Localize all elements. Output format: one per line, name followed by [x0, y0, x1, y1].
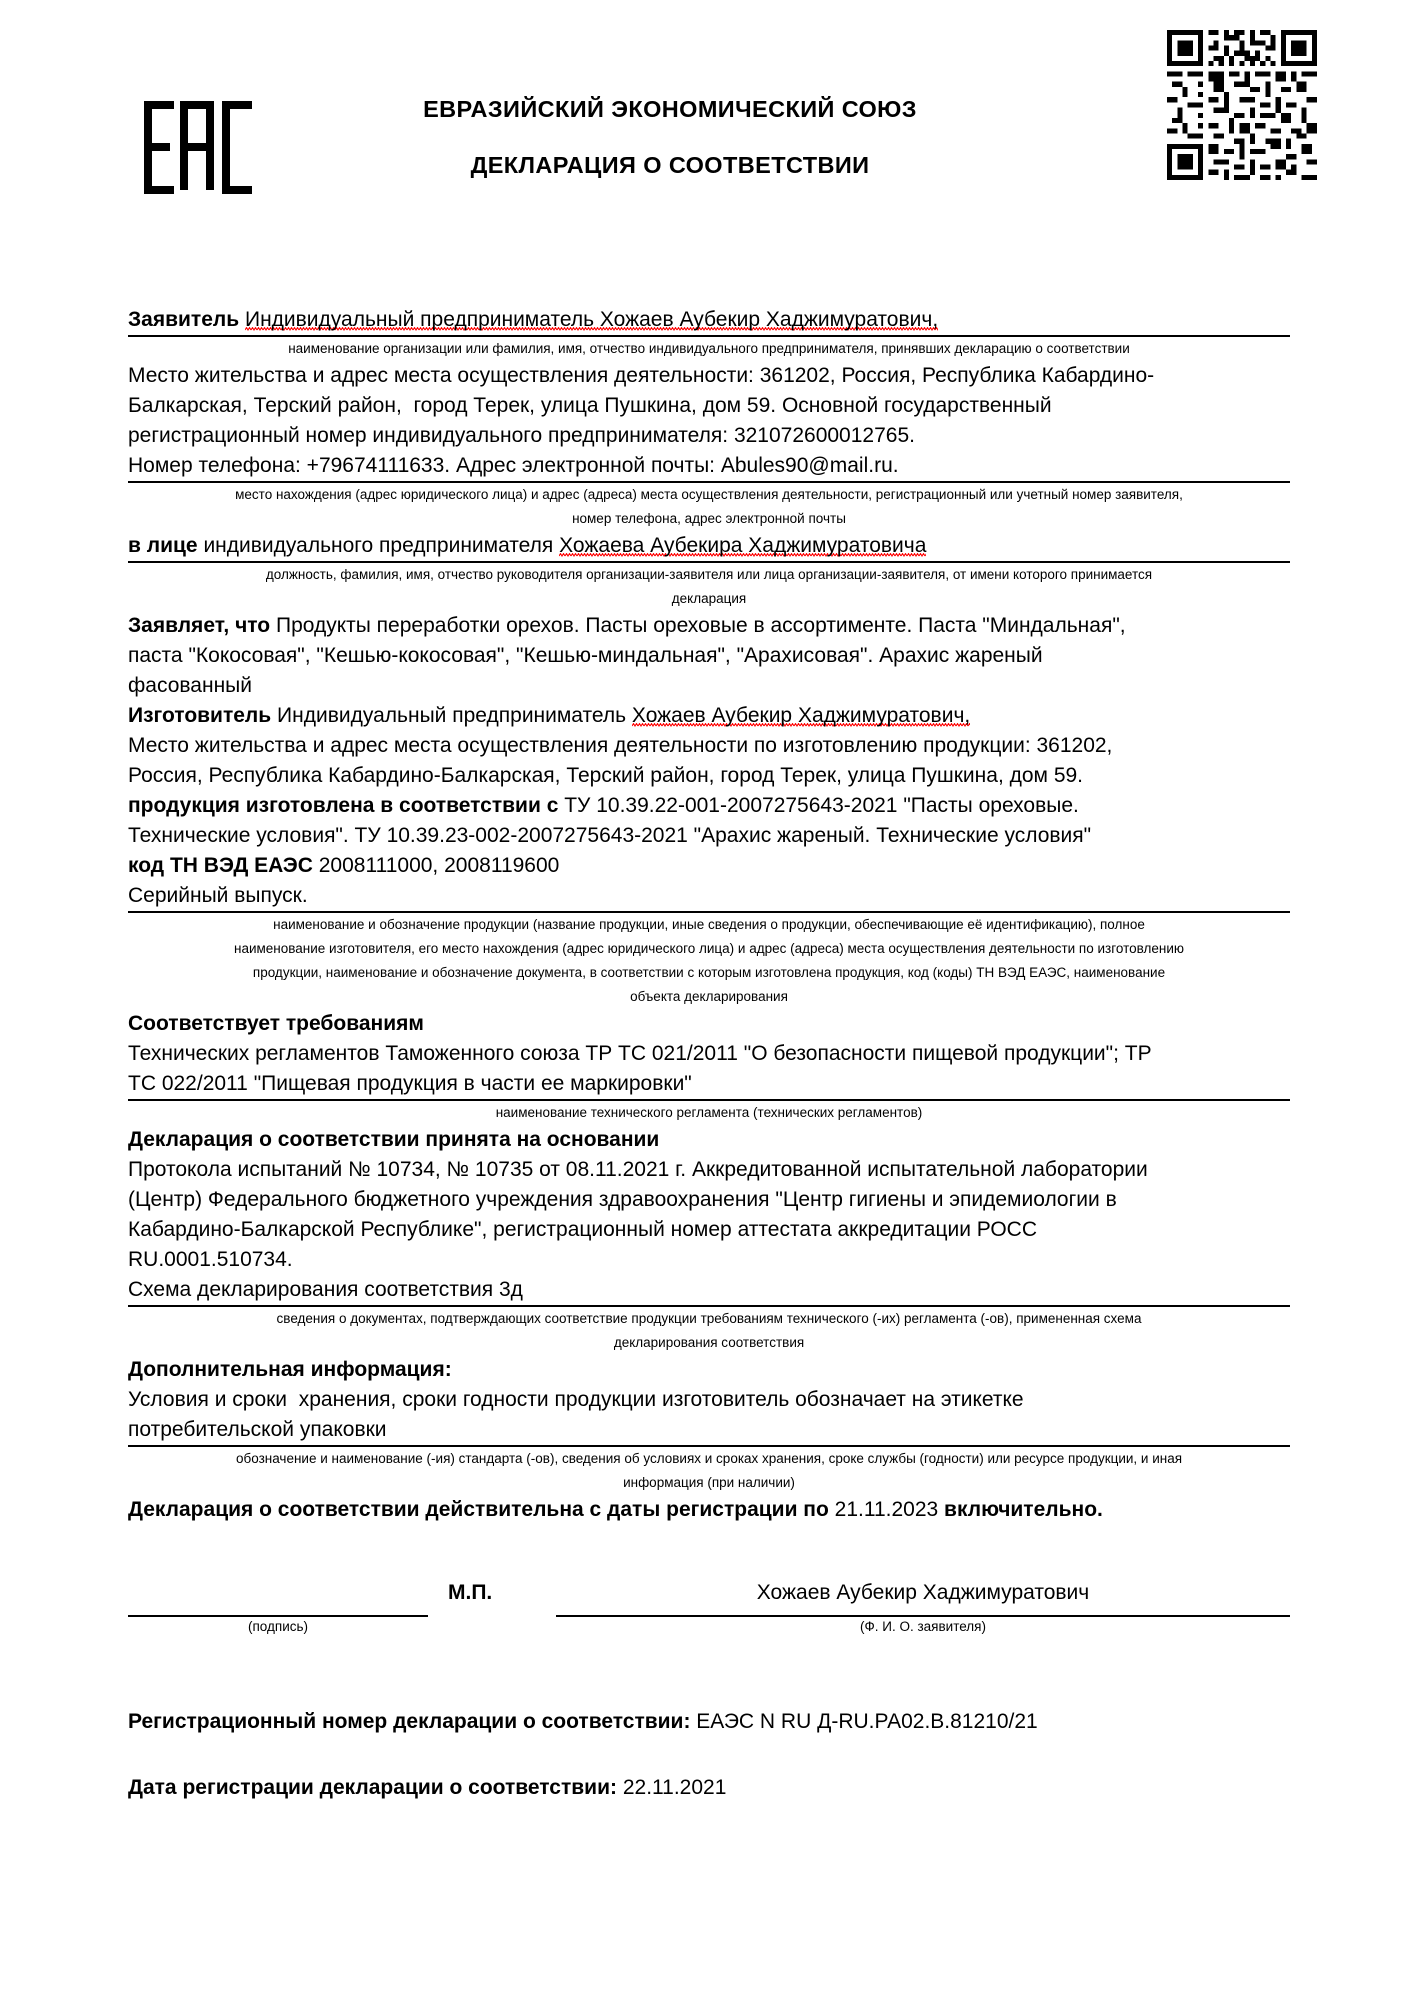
manufacturer-section: [128, 701, 1290, 791]
validity-line: [128, 1495, 1290, 1525]
applicant-address-line-1: Место жительства и адрес места осуществления деятельности: 361202, Россия, Республика Кабардино-: [128, 364, 1155, 387]
produced-per-caption-line-3: продукции, наименование и обозначение документа, в соответствии с которым изготовлена продукция, код (коды) ТН ВЭД ЕАЭС, наименование: [252, 965, 1166, 980]
fullname-caption: (Ф. И. О. заявителя): [860, 1619, 986, 1634]
document-header: [0, 0, 1410, 232]
stamp-place-label: М.П.: [448, 1581, 493, 1604]
basis-scheme: Схема декларирования соответствия 3д: [128, 1278, 523, 1301]
declares-line-3: фасованный: [128, 674, 252, 697]
applicant-section: [128, 305, 1290, 531]
represented-by-section: [128, 531, 1290, 611]
applicant-line: [128, 305, 1290, 335]
produced-per-caption-line-1: наименование и обозначение продукции (название продукции, иные сведения о продукции, обеспечивающие её идентификацию), полное: [273, 917, 1145, 932]
additional-info-line-1: Условия и сроки хранения, сроки годности продукции изготовитель обозначает на этикетке: [128, 1388, 1024, 1411]
additional-info-section: [128, 1355, 1290, 1495]
basis-line-2: (Центр) Федерального бюджетного учреждения здравоохранения "Центр гигиены и эпидемиологии в: [128, 1188, 1117, 1211]
represented-by-caption-line-1: должность, фамилия, имя, отчество руководителя организации-заявителя или лица организации-заявителя, от имени которого принимается: [265, 567, 1153, 582]
declares-value-1: Продукты переработки орехов. Пасты ореховые в ассортименте. Паста "Миндальная",: [275, 614, 1126, 637]
eac-mark-icon: [140, 100, 260, 195]
tnved-label: код ТН ВЭД ЕАЭС: [128, 854, 313, 877]
conformity-section: [128, 1009, 1290, 1125]
basis-caption-line-2: декларирования соответствия: [613, 1335, 805, 1350]
applicant-contacts: Номер телефона: +79674111633. Адрес электронной почты: Abules90@mail.ru.: [128, 454, 899, 477]
validity-label: Декларация о соответствии действительна с даты регистрации по: [128, 1498, 829, 1521]
manufacturer-line: [128, 701, 1290, 731]
header-titles: [300, 95, 1040, 179]
manufacturer-prefix: Индивидуальный предприниматель: [277, 704, 632, 727]
qr-code-icon: [1167, 30, 1317, 180]
basis-line-1: Протокола испытаний № 10734, № 10735 от 08.11.2021 г. Аккредитованной испытательной лаборатории: [128, 1158, 1148, 1181]
fullname-line: [556, 1615, 1290, 1617]
applicant-caption-2-line-1: место нахождения (адрес юридического лица) и адрес (адреса) места осуществления деятельности, регистрационный или учетный номер заявителя,: [235, 487, 1183, 502]
additional-info-caption-line-2: информация (при наличии): [623, 1475, 795, 1490]
produced-per-caption-line-4: объекта декларирования: [630, 989, 788, 1004]
applicant-caption-2-line-2: номер телефона, адрес электронной почты: [572, 511, 846, 526]
validity-suffix: включительно.: [944, 1498, 1103, 1521]
applicant-address-line-3: регистрационный номер индивидуального предпринимателя: 321072600012765.: [128, 424, 915, 447]
conformity-caption-line-1: наименование технического регламента (технических регламентов): [495, 1105, 923, 1120]
registration-section: [128, 1707, 1290, 1803]
produced-per-value-1: ТУ 10.39.22-001-2007275643-2021 "Пасты ореховые.: [558, 794, 1079, 817]
registration-date-value: 22.11.2021: [617, 1776, 727, 1799]
additional-info-line-2: потребительской упаковки: [128, 1418, 387, 1441]
page-title-declaration: ДЕКЛАРАЦИЯ О СООТВЕТСТВИИ: [470, 152, 870, 179]
applicant-value: Индивидуальный предприниматель Хожаев Аубекир Хаджимуратович,: [244, 308, 939, 331]
produced-per-label: продукция изготовлена в соответствии с: [128, 794, 559, 817]
basis-heading: [128, 1125, 1290, 1155]
registration-date-line: [128, 1773, 1290, 1803]
conformity-heading: [128, 1009, 1290, 1039]
additional-info-caption-line-1: обозначение и наименование (-ия) стандарта (-ов), сведения об условиях и сроках хранения, сроке службы (годности) или ресурсе продукции, и иная: [235, 1451, 1183, 1466]
produced-per-line-1: [128, 791, 1290, 821]
tnved-value: 2008111000, 2008119600: [312, 854, 560, 877]
registration-number-label: Регистрационный номер декларации о соответствии:: [128, 1710, 691, 1733]
release-type: Серийный выпуск.: [128, 884, 308, 907]
applicant-fullname: Хожаев Аубекир Хаджимуратович: [756, 1581, 1090, 1604]
tnved-line: [128, 851, 1290, 881]
signature-line: [128, 1615, 428, 1617]
declares-section: [128, 611, 1290, 701]
declares-line-2: паста "Кокосовая", "Кешью-кокосовая", "Кешью-миндальная", "Арахисовая". Арахис жареный: [128, 644, 1043, 667]
basis-section: [128, 1125, 1290, 1355]
represented-by-caption-line-2: декларация: [671, 591, 747, 606]
registration-date-label: Дата регистрации декларации о соответствии:: [128, 1776, 617, 1799]
additional-info-heading: [128, 1355, 1290, 1385]
registration-number-value: ЕАЭС N RU Д-RU.РА02.В.81210/21: [690, 1710, 1038, 1733]
signature-section: [128, 1567, 1290, 1671]
represented-by-prefix: индивидуального предпринимателя: [203, 534, 560, 557]
applicant-label: Заявитель: [128, 308, 240, 331]
conformity-label: Соответствует требованиям: [128, 1012, 424, 1035]
applicant-address-line-2: Балкарская, Терский район, город Терек, улица Пушкина, дом 59. Основной государственный: [128, 394, 1052, 417]
applicant-caption: наименование организации или фамилия, имя, отчество индивидуального предпринимателя, принявших декларацию о соответствии: [288, 341, 1130, 356]
declares-label: Заявляет, что: [128, 614, 271, 637]
validity-section: [128, 1495, 1290, 1525]
produced-per-caption-line-2: наименование изготовителя, его место нахождения (адрес юридического лица) и адрес (адреса) места осуществления деятельности по изготовлению: [234, 941, 1184, 956]
manufacturer-address-line-1: Место жительства и адрес места осуществления деятельности по изготовлению продукции: 361202,: [128, 734, 1113, 757]
basis-line-4: RU.0001.510734.: [128, 1248, 293, 1271]
page-title-eaeu: ЕВРАЗИЙСКИЙ ЭКОНОМИЧЕСКИЙ СОЮЗ: [423, 96, 917, 122]
conformity-line-1: Технических регламентов Таможенного союза ТР ТС 021/2011 "О безопасности пищевой продукции"; ТР: [128, 1042, 1152, 1065]
manufacturer-value: Хожаев Аубекир Хаджимуратович,: [631, 704, 971, 727]
registration-number-line: [128, 1707, 1290, 1737]
represented-by-label: в лице: [128, 534, 198, 557]
manufacturer-label: Изготовитель: [128, 704, 272, 727]
validity-date: 21.11.2023: [828, 1498, 945, 1521]
represented-by-line: [128, 531, 1290, 561]
basis-label: Декларация о соответствии принята на основании: [128, 1128, 660, 1151]
manufacturer-address-line-2: Россия, Республика Кабардино-Балкарская, Терский район, город Терек, улица Пушкина, дом 59.: [128, 764, 1084, 787]
produced-per-line-2: Технические условия". ТУ 10.39.23-002-2007275643-2021 "Арахис жареный. Технические условия": [128, 824, 1092, 847]
additional-info-label: Дополнительная информация:: [128, 1358, 452, 1381]
declaration-body: [128, 305, 1290, 1803]
basis-caption-line-1: сведения о документах, подтверждающих соответствие продукции требованиям технического (-их) регламента (-ов), примененная схема: [276, 1311, 1142, 1326]
signature-caption: (подпись): [247, 1619, 309, 1634]
represented-by-value: Хожаева Аубекира Хаджимуратовича: [559, 534, 927, 557]
conformity-line-2: ТС 022/2011 "Пищевая продукция в части ее маркировки": [128, 1072, 692, 1095]
basis-line-3: Кабардино-Балкарской Республике", регистрационный номер аттестата аккредитации РОСС: [128, 1218, 1037, 1241]
declares-line-1: [128, 611, 1290, 641]
produced-per-section: [128, 791, 1290, 1009]
